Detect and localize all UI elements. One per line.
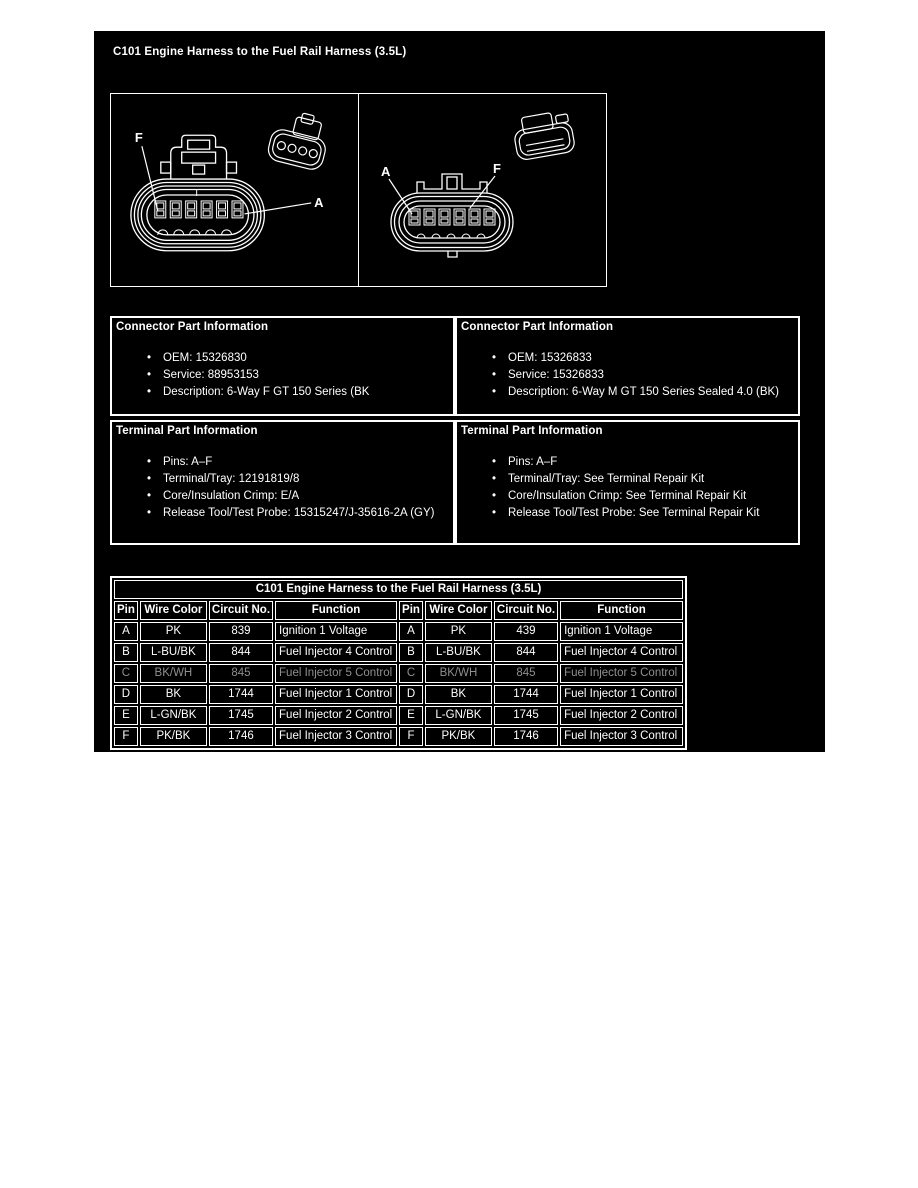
pin-cell: F <box>114 727 138 746</box>
circuit-cell: 844 <box>494 643 558 662</box>
leader-line-f <box>142 146 158 211</box>
pin-label-f: F <box>493 161 501 176</box>
pin-table <box>110 576 687 750</box>
list-item: • OEM: 15326833 <box>457 350 798 367</box>
male-connector-panel <box>358 94 606 286</box>
infobox-title: Terminal Part Information <box>116 425 258 437</box>
pin-table-header-row <box>114 601 683 620</box>
infobox-title: Connector Part Information <box>116 321 269 333</box>
pin-table-title: C101 Engine Harness to the Fuel Rail Harness (3.5L) <box>114 580 683 599</box>
function-cell: Fuel Injector 4 Control <box>560 643 683 662</box>
circuit-cell: 1746 <box>494 727 558 746</box>
pin-cell: A <box>114 622 138 641</box>
list-item: • OEM: 15326830 <box>112 350 453 367</box>
pin-table-row <box>114 643 683 662</box>
connector-part-info-left <box>110 316 455 416</box>
pin-cell: E <box>399 706 423 725</box>
bullet-list <box>112 350 453 401</box>
circuit-cell: 1746 <box>209 727 273 746</box>
wire-color-cell: PK <box>425 622 492 641</box>
pin-table-row <box>114 706 683 725</box>
pin-cell: C <box>399 664 423 683</box>
column-header: Function <box>560 601 683 620</box>
pin-cell: B <box>114 643 138 662</box>
list-item: • Service: 88953153 <box>112 367 453 384</box>
pin-cell: D <box>399 685 423 704</box>
wire-color-cell: PK/BK <box>140 727 207 746</box>
function-cell: Fuel Injector 3 Control <box>560 727 683 746</box>
list-item: • Release Tool/Test Probe: See Terminal Repair Kit <box>457 505 798 522</box>
terminal-part-info-left <box>110 420 455 545</box>
leader-line-a <box>244 203 311 214</box>
terminal-pins <box>409 209 495 238</box>
bullet-list <box>457 454 798 522</box>
pin-label-a: A <box>381 164 391 179</box>
female-connector-diagram <box>111 94 358 286</box>
leader-line-a <box>389 179 412 214</box>
page-title: C101 Engine Harness to the Fuel Rail Harness (3.5L) <box>113 46 407 58</box>
circuit-cell: 1744 <box>209 685 273 704</box>
list-item: • Terminal/Tray: See Terminal Repair Kit <box>457 471 798 488</box>
function-cell: Fuel Injector 4 Control <box>275 643 397 662</box>
pin-table-title-row <box>114 580 683 599</box>
list-item: • Core/Insulation Crimp: See Terminal Repair Kit <box>457 488 798 505</box>
wire-color-cell: L-GN/BK <box>140 706 207 725</box>
function-cell: Fuel Injector 5 Control <box>275 664 397 683</box>
circuit-cell: 839 <box>209 622 273 641</box>
connector-part-info-right <box>455 316 800 416</box>
column-header: Wire Color <box>140 601 207 620</box>
connector-figure <box>110 93 607 287</box>
pin-label-f: F <box>134 130 143 146</box>
column-header: Pin <box>114 601 138 620</box>
pin-table-row <box>114 622 683 641</box>
pin-cell: A <box>399 622 423 641</box>
list-item: • Release Tool/Test Probe: 15315247/J-35616-2A (GY) <box>112 505 453 522</box>
pin-cell: E <box>114 706 138 725</box>
pin-label-a: A <box>314 194 324 210</box>
list-item: • Description: 6-Way M GT 150 Series Sealed 4.0 (BK) <box>457 384 798 401</box>
connector-3d-sketch <box>266 107 333 172</box>
list-item: • Service: 15326833 <box>457 367 798 384</box>
pin-cell: F <box>399 727 423 746</box>
wire-color-cell: BK/WH <box>140 664 207 683</box>
connector-3d-sketch <box>511 110 575 161</box>
circuit-cell: 845 <box>209 664 273 683</box>
function-cell: Fuel Injector 2 Control <box>275 706 397 725</box>
wire-color-cell: BK <box>425 685 492 704</box>
list-item: • Description: 6-Way F GT 150 Series (BK <box>112 384 453 401</box>
wire-color-cell: L-GN/BK <box>425 706 492 725</box>
leader-line-f <box>470 176 495 208</box>
pin-table-row <box>114 727 683 746</box>
function-cell: Fuel Injector 2 Control <box>560 706 683 725</box>
circuit-cell: 1744 <box>494 685 558 704</box>
pin-cell: D <box>114 685 138 704</box>
circuit-cell: 845 <box>494 664 558 683</box>
column-header: Pin <box>399 601 423 620</box>
list-item: • Core/Insulation Crimp: E/A <box>112 488 453 505</box>
list-item: • Terminal/Tray: 12191819/8 <box>112 471 453 488</box>
terminal-cavities <box>155 190 243 235</box>
circuit-cell: 844 <box>209 643 273 662</box>
infobox-title: Connector Part Information <box>461 321 614 333</box>
wire-color-cell: BK/WH <box>425 664 492 683</box>
pin-cell: C <box>114 664 138 683</box>
circuit-cell: 1745 <box>494 706 558 725</box>
function-cell: Fuel Injector 1 Control <box>275 685 397 704</box>
pin-cell: B <box>399 643 423 662</box>
column-header: Circuit No. <box>494 601 558 620</box>
bullet-list <box>457 350 798 401</box>
female-connector-panel <box>111 94 358 286</box>
function-cell: Fuel Injector 1 Control <box>560 685 683 704</box>
function-cell: Fuel Injector 5 Control <box>560 664 683 683</box>
terminal-part-info-right <box>455 420 800 545</box>
bullet-list <box>112 454 453 522</box>
infobox-title: Terminal Part Information <box>461 425 603 437</box>
column-header: Wire Color <box>425 601 492 620</box>
pin-table-row <box>114 664 683 683</box>
wire-color-cell: PK <box>140 622 207 641</box>
column-header: Circuit No. <box>209 601 273 620</box>
circuit-cell: 439 <box>494 622 558 641</box>
wire-color-cell: PK/BK <box>425 727 492 746</box>
manual-page-card <box>94 31 825 752</box>
wire-color-cell: L-BU/BK <box>425 643 492 662</box>
male-connector-diagram <box>359 94 606 286</box>
wire-color-cell: BK <box>140 685 207 704</box>
pin-table-row <box>114 685 683 704</box>
column-header: Function <box>275 601 397 620</box>
circuit-cell: 1745 <box>209 706 273 725</box>
list-item: • Pins: A–F <box>112 454 453 471</box>
function-cell: Ignition 1 Voltage <box>275 622 397 641</box>
wire-color-cell: L-BU/BK <box>140 643 207 662</box>
list-item: • Pins: A–F <box>457 454 798 471</box>
function-cell: Fuel Injector 3 Control <box>275 727 397 746</box>
function-cell: Ignition 1 Voltage <box>560 622 683 641</box>
